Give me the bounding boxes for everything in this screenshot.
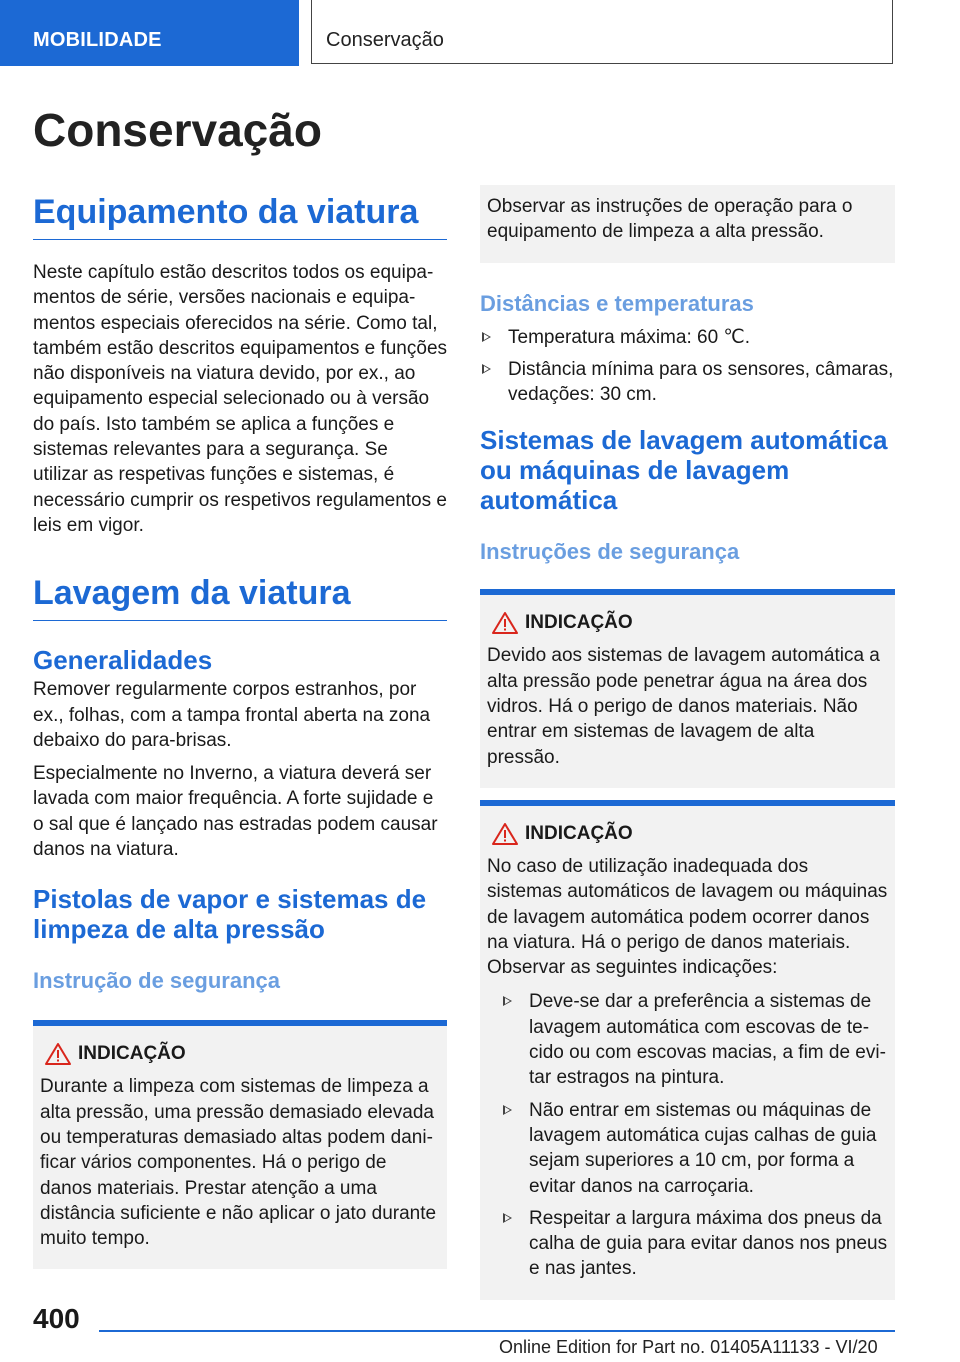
heading-pistolas: Pistolas de vapor e sistemas de limpeza de alta pressão (33, 884, 427, 945)
heading-distancias: Distâncias e temperaturas (480, 290, 754, 316)
warning-list (487, 989, 888, 1281)
warning-header (487, 820, 888, 848)
warning-box-automatica (480, 800, 895, 1300)
right-column (480, 185, 895, 1300)
triangle-bullet-icon (503, 1213, 512, 1223)
warning-title: INDICAÇÃO (78, 1043, 186, 1065)
warning-triangle-icon (40, 1042, 78, 1066)
footer-edition: Online Edition for Part no. 01405A11133 - VI/20 (499, 1337, 878, 1357)
section-label: MOBILIDADE (33, 29, 162, 51)
warning-box-lavagem (480, 589, 895, 787)
distancias-list (480, 325, 895, 408)
triangle-bullet-icon (503, 1105, 512, 1115)
warning-text: Durante a limpeza com sistemas de limpeza a alta pressão, uma pressão demasiado elevada ou temperaturas demasiado altas podem danificar vários componentes. Há o perigo de danos materiais. Prestar atenção a uma distância suficiente e não aplicar o jato durante muito tempo. (40, 1076, 437, 1250)
left-column (33, 193, 447, 1269)
triangle-bullet-icon (482, 332, 491, 342)
warning-triangle-icon (487, 822, 525, 846)
triangle-bullet-icon (482, 364, 491, 374)
chapter-label: Conservação (326, 29, 444, 51)
warning-box-pressao (33, 1020, 447, 1269)
observar-box (480, 185, 895, 263)
heading-generalidades: Generalidades (33, 645, 213, 676)
warning-title: INDICAÇÃO (525, 822, 633, 844)
observar-text: Observar as instruções de operação para o equipamento de limpeza a alta pressão. (487, 196, 853, 243)
warning-header (487, 609, 888, 637)
list-item: Não entrar em sistemas ou máquinas de lavagem automática cujas calhas de guia sejam superiores a 10 cm, por forma a evitar danos na carroçaria. (501, 1098, 888, 1199)
heading-lavagem: Lavagem da viatura (33, 574, 447, 621)
warning-text: No caso de utilização inadequada dos sistemas automáticos de lavagem ou máquinas de lavagem automática podem ocorrer danos na viatura. Há o perigo de danos materiais. Observar as seguintes indicações: (487, 855, 888, 979)
generalidades-p2: Especialmente no Inverno, a viatura deverá ser lavada com maior frequência. A forte sujidade e o sal que é lançado nas estradas podem causar danos na viatura. (33, 763, 438, 861)
triangle-bullet-icon (503, 996, 512, 1006)
page-number: 400 (33, 1303, 80, 1334)
chapter-tab (311, 0, 893, 64)
list-item: Distância mínima para os sensores, câmaras, vedações: 30 cm. (480, 357, 895, 408)
footer-divider (99, 1330, 895, 1332)
warning-title: INDICAÇÃO (525, 612, 633, 634)
page-title: Conservação (33, 104, 322, 156)
heading-sistemas: Sistemas de lavagem automática ou máquinas de lavagem automática (480, 425, 888, 516)
list-item: Temperatura máxima: 60 ℃. (480, 325, 895, 350)
heading-instrucao: Instrução de segurança (33, 968, 280, 994)
warning-header (40, 1040, 440, 1068)
equipamento-text: Neste capítulo estão descritos todos os equipamentos de série, versões nacionais e equipamentos especiais oferecidos na série. Como tal, também estão descritos equipamentos e funções não disponíveis na viatura devido, por ex., ao equipamento especial selecionado ou à versão do país. Isto também se aplica a funções e sistemas relevantes para a segurança. Se utilizar as respetivas funções e sistemas, é necessário cumprir os respetivos regulamentos e leis em vigor. (33, 262, 448, 536)
list-item: Deve-se dar a preferência a sistemas de lavagem automática com escovas de tecido ou com escovas macias, a fim de evitar estragos na pintura. (501, 989, 888, 1090)
section-tab[interactable] (0, 0, 299, 66)
warning-text: Devido aos sistemas de lavagem automática a alta pressão pode penetrar água na área dos vidros. Há o perigo de danos materiais. Não entrar em sistemas de lavagem de alta pressão. (487, 645, 880, 768)
warning-triangle-icon (487, 611, 525, 635)
list-item: Respeitar a largura máxima dos pneus da calha de guia para evitar danos nos pneus e nas jantes. (501, 1206, 888, 1282)
heading-instrucoes: Instruções de segurança (480, 539, 740, 565)
heading-equipamento: Equipamento da viatura (33, 193, 447, 240)
generalidades-p1: Remover regularmente corpos estranhos, por ex., folhas, com a tampa frontal aberta na zona debaixo do para-brisas. (33, 679, 431, 751)
